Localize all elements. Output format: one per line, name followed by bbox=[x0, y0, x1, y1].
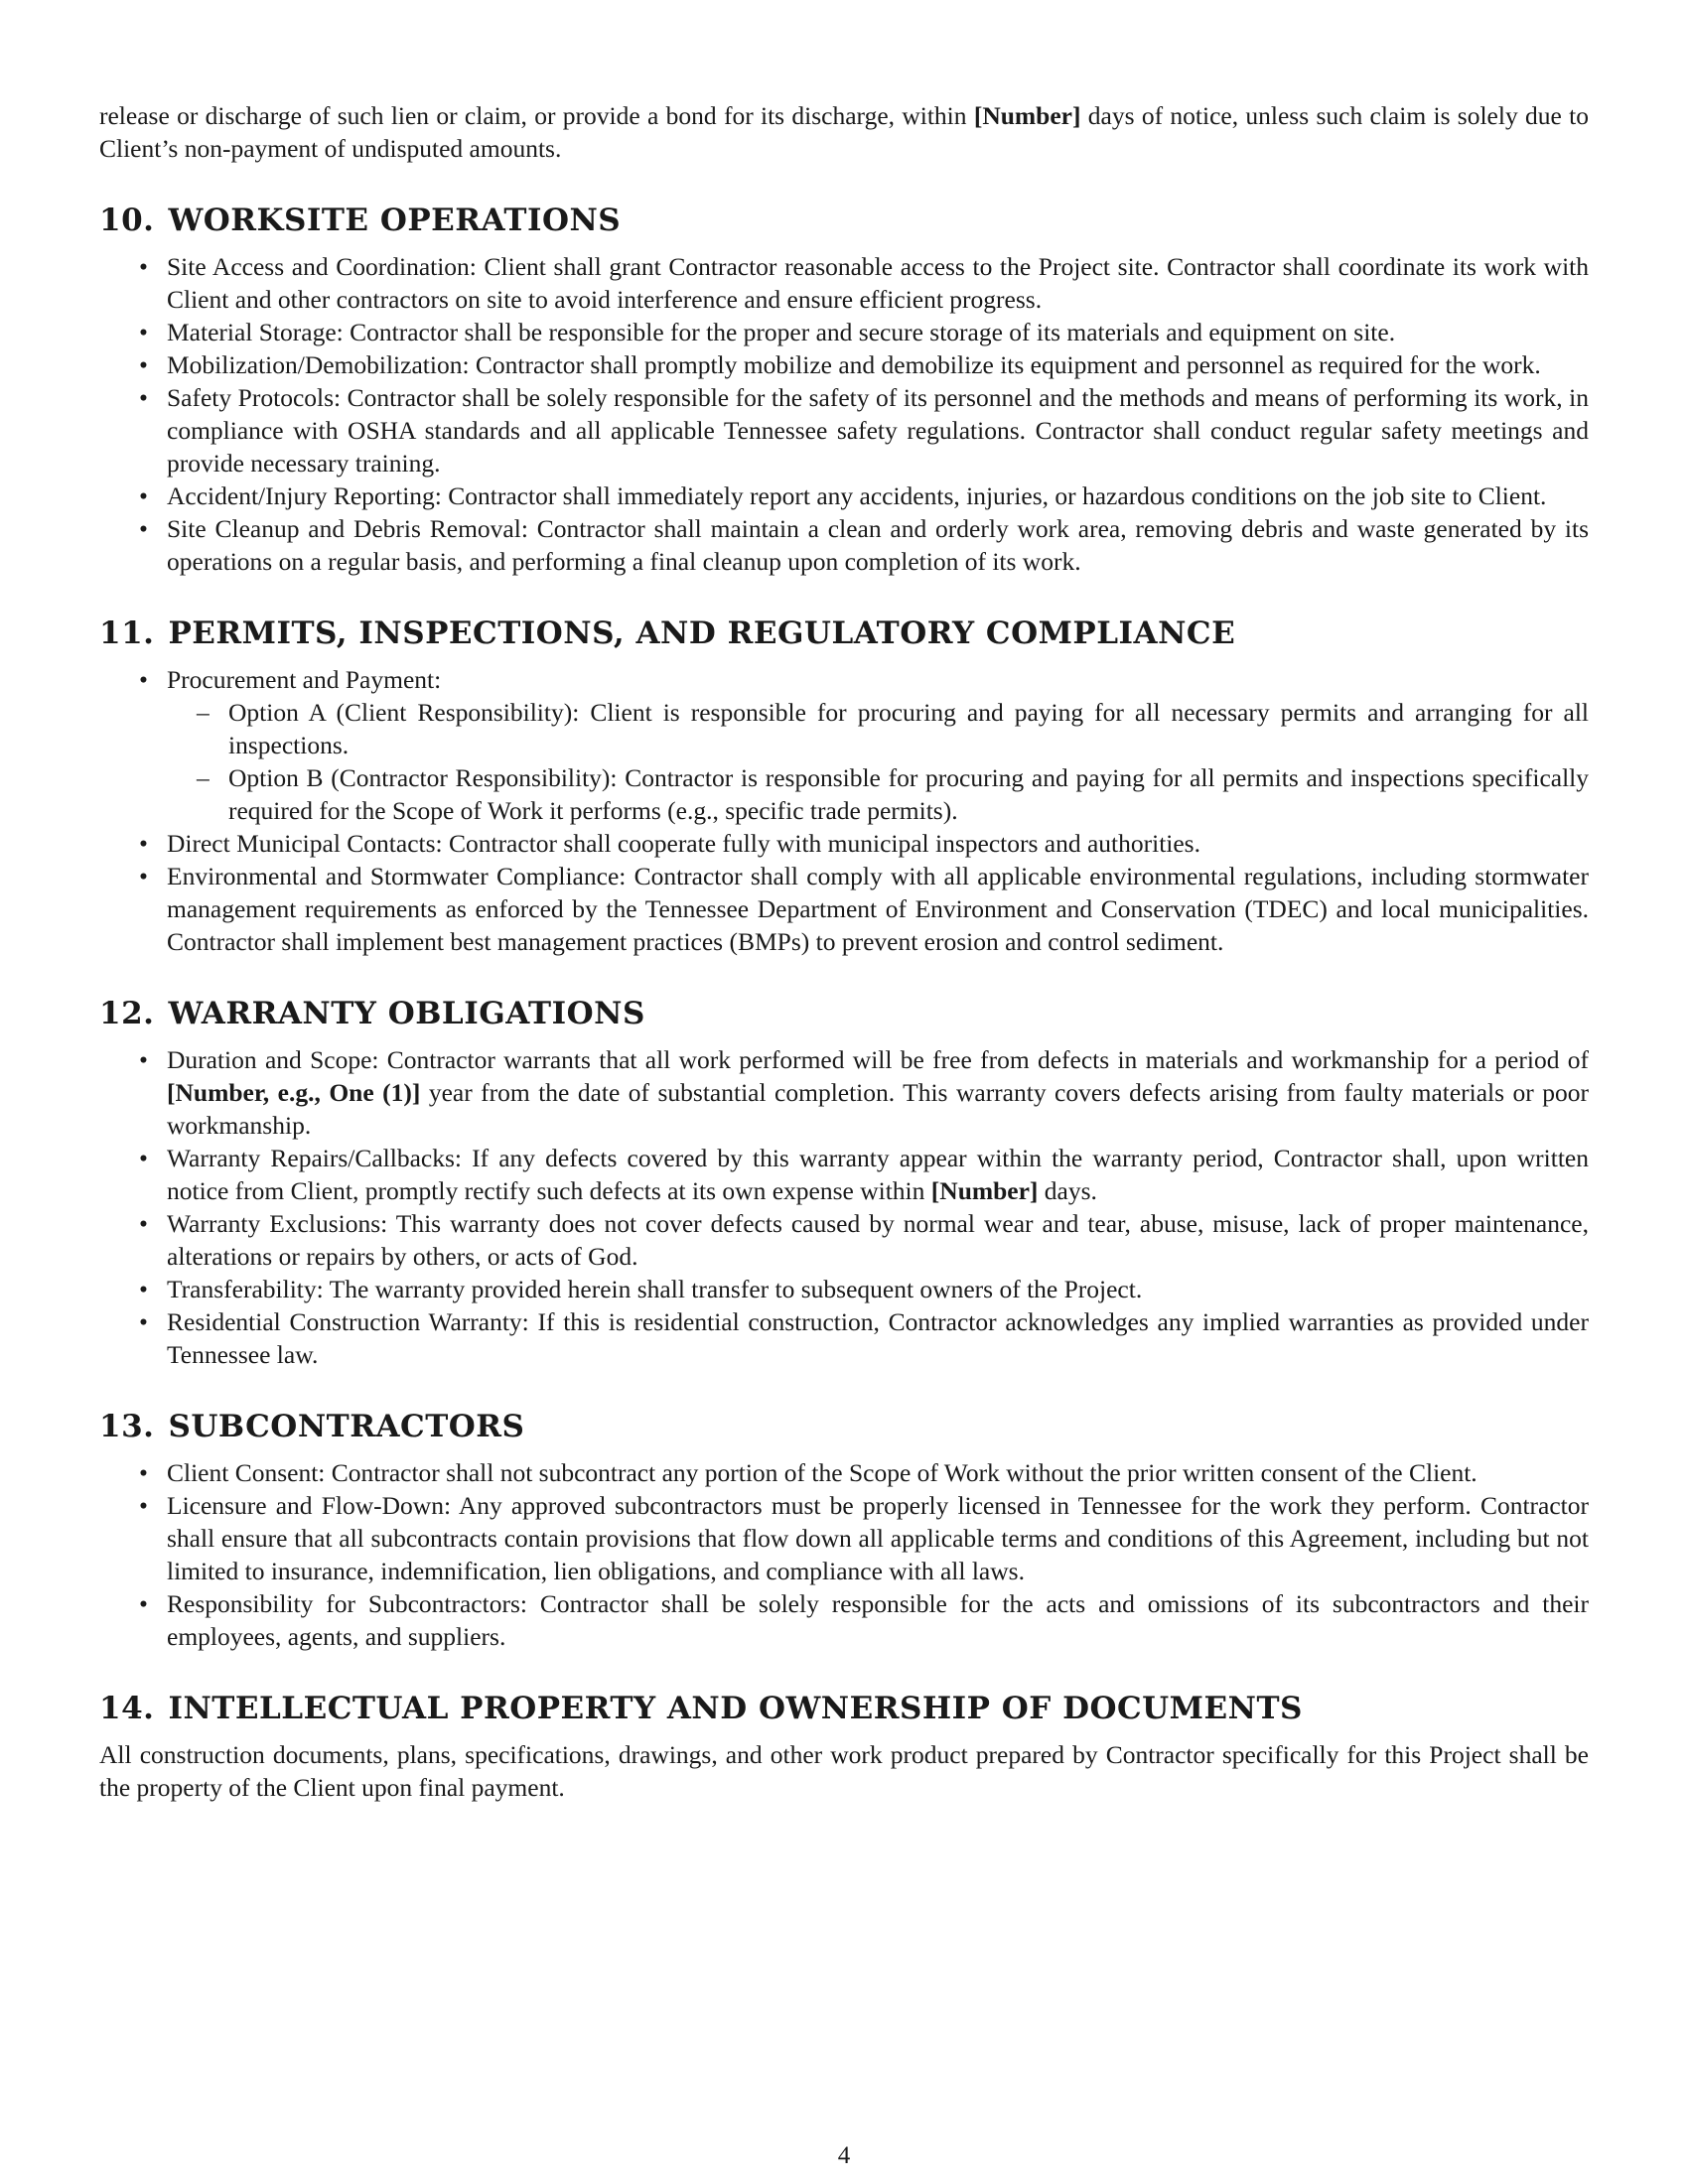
page-number: 4 bbox=[837, 2142, 851, 2169]
document-page bbox=[99, 99, 1589, 1804]
list-item: • Material Storage: Contractor shall be responsible for the proper and secure storage of its materials and equipment on site. bbox=[99, 316, 1589, 348]
section-10-heading bbox=[99, 201, 1589, 240]
list-item: • Warranty Exclusions: This warranty does not cover defects caused by normal wear and tear, abuse, misuse, lack of proper maintenance, alterations or repairs by others, or acts of God. bbox=[99, 1207, 1589, 1273]
carryover-text-2: days of notice, unless such claim is solely due to Client’s non-payment of undisputed amounts. bbox=[99, 101, 1589, 163]
list-item: • Transferability: The warranty provided herein shall transfer to subsequent owners of the Project. bbox=[99, 1273, 1589, 1305]
section-title: PERMITS, INSPECTIONS, AND REGULATORY COMPLIANCE bbox=[168, 615, 1236, 651]
list-item: • Safety Protocols: Contractor shall be solely responsible for the safety of its personnel and the methods and means of performing its work, in compliance with OSHA standards and all applicable Tennessee safety regulations. Contractor shall conduct regular safety meetings and provide necessary training. bbox=[99, 381, 1589, 479]
section-number: 14. bbox=[99, 1691, 155, 1726]
list-item bbox=[99, 1043, 1589, 1142]
options-list bbox=[167, 696, 1589, 827]
section-12-heading bbox=[99, 994, 1589, 1033]
list-item: • Client Consent: Contractor shall not subcontract any portion of the Scope of Work without the prior written consent of the Client. bbox=[99, 1456, 1589, 1489]
duration-text-2: year from the date of substantial completion. This warranty covers defects arising from faulty materials or poor workmanship. bbox=[167, 1078, 1589, 1140]
carryover-placeholder: [Number] bbox=[973, 101, 1081, 130]
repairs-placeholder: [Number] bbox=[930, 1176, 1039, 1205]
section-title: WORKSITE OPERATIONS bbox=[168, 203, 622, 238]
procurement-label: Procurement and Payment: bbox=[167, 665, 442, 694]
carryover-text-1: release or discharge of such lien or claim, or provide a bond for its discharge, within bbox=[99, 101, 974, 130]
list-item: • Responsibility for Subcontractors: Contractor shall be solely responsible for the acts and omissions of its subcontractors and their employees, agents, and suppliers. bbox=[99, 1587, 1589, 1653]
option-item: – Option B (Contractor Responsibility): Contractor is responsible for procuring and paying for all permits and inspections specifically required for the Scope of Work it performs (e.g., specific trade permits). bbox=[167, 761, 1589, 827]
option-item: – Option A (Client Responsibility): Client is responsible for procuring and paying for all necessary permits and arranging for all inspections. bbox=[167, 696, 1589, 761]
section-14-heading bbox=[99, 1689, 1589, 1728]
carryover-paragraph bbox=[99, 99, 1589, 165]
list-item: • Mobilization/Demobilization: Contractor shall promptly mobilize and demobilize its equipment and personnel as required for the work. bbox=[99, 348, 1589, 381]
section-14-paragraph: All construction documents, plans, specifications, drawings, and other work product prepared by Contractor specifically for this Project shall be the property of the Client upon final payment. bbox=[99, 1740, 1589, 1802]
section-12-list bbox=[99, 1043, 1589, 1371]
section-11-list bbox=[99, 663, 1589, 958]
list-item: • Environmental and Stormwater Compliance: Contractor shall comply with all applicable environmental regulations, including stormwater management requirements as enforced by the Tennessee Department of Environment and Conservation (TDEC) and local municipalities. Contractor shall implement best management practices (BMPs) to prevent erosion and control sediment. bbox=[99, 860, 1589, 958]
repairs-text-1: Warranty Repairs/Callbacks: If any defects covered by this warranty appear within the warranty period, Contractor shall, upon written notice from Client, promptly rectify such defects at its own expense within bbox=[167, 1144, 1589, 1205]
list-item: • Residential Construction Warranty: If this is residential construction, Contractor acknowledges any implied warranties as provided under Tennessee law. bbox=[99, 1305, 1589, 1371]
list-item bbox=[99, 663, 1589, 827]
section-number: 13. bbox=[99, 1409, 155, 1444]
list-item: • Site Access and Coordination: Client shall grant Contractor reasonable access to the Project site. Contractor shall coordinate its work with Client and other contractors on site to avoid interference and ensure efficient progress. bbox=[99, 250, 1589, 316]
section-10-list bbox=[99, 250, 1589, 578]
section-number: 11. bbox=[99, 615, 155, 651]
list-item bbox=[99, 1142, 1589, 1207]
repairs-text-2: days. bbox=[1038, 1176, 1097, 1205]
section-title: WARRANTY OBLIGATIONS bbox=[168, 996, 645, 1031]
section-13-list bbox=[99, 1456, 1589, 1653]
section-11-heading bbox=[99, 614, 1589, 653]
list-item: • Licensure and Flow-Down: Any approved subcontractors must be properly licensed in Tennessee for the work they perform. Contractor shall ensure that all subcontracts contain provisions that flow down all applicable terms and conditions of this Agreement, including but not limited to insurance, indemnification, lien obligations, and compliance with all laws. bbox=[99, 1489, 1589, 1587]
list-item: • Accident/Injury Reporting: Contractor shall immediately report any accidents, injuries, or hazardous conditions on the job site to Client. bbox=[99, 479, 1589, 512]
section-title: SUBCONTRACTORS bbox=[168, 1409, 525, 1444]
duration-placeholder: [Number, e.g., One (1)] bbox=[167, 1078, 421, 1107]
section-title: INTELLECTUAL PROPERTY AND OWNERSHIP OF DOCUMENTS bbox=[168, 1691, 1303, 1726]
section-number: 12. bbox=[99, 996, 155, 1031]
duration-text-1: Duration and Scope: Contractor warrants that all work performed will be free from defects in materials and workmanship for a period of bbox=[167, 1045, 1589, 1074]
section-number: 10. bbox=[99, 203, 155, 238]
section-13-heading bbox=[99, 1407, 1589, 1446]
list-item: • Site Cleanup and Debris Removal: Contractor shall maintain a clean and orderly work area, removing debris and waste generated by its operations on a regular basis, and performing a final cleanup upon completion of its work. bbox=[99, 512, 1589, 578]
list-item: • Direct Municipal Contacts: Contractor shall cooperate fully with municipal inspectors and authorities. bbox=[99, 827, 1589, 860]
